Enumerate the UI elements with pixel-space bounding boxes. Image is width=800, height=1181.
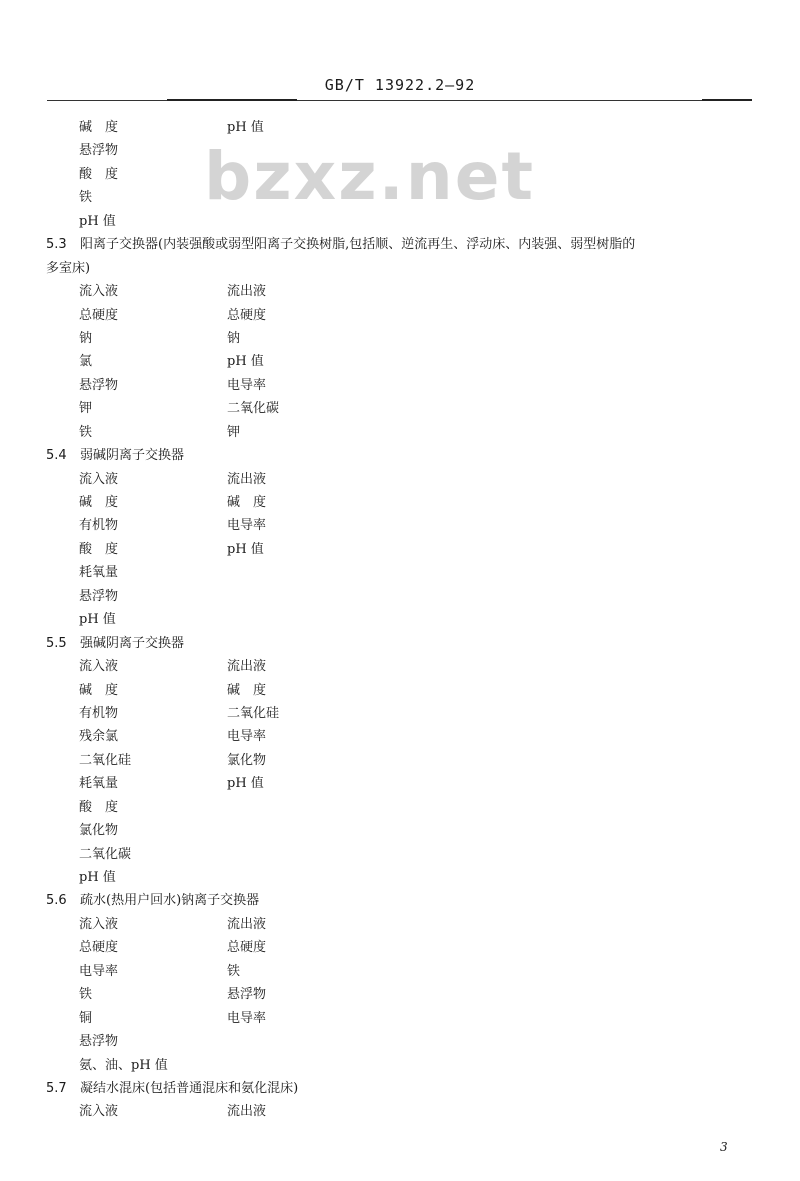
inflow-item: 碱 度 — [79, 120, 119, 135]
table-row — [0, 186, 800, 209]
table-row — [0, 585, 800, 608]
inflow-item: 耗氧量 — [79, 776, 119, 792]
table-row — [0, 116, 800, 139]
inflow-item: 总硬度 — [79, 940, 119, 956]
outflow-item: 钠 — [227, 330, 241, 346]
outflow-item: 氯化物 — [227, 752, 267, 768]
table-row — [0, 866, 800, 889]
outflow-item: 电导率 — [227, 1010, 267, 1026]
inflow-item: 流入液 — [79, 284, 119, 300]
inflow-item: 耗氧量 — [79, 565, 119, 581]
table-row — [0, 960, 800, 983]
table-row — [0, 843, 800, 866]
inflow-item: pH 值 — [79, 213, 116, 229]
table-row — [0, 514, 800, 537]
inflow-item: 氨、油、pH 值 — [79, 1057, 168, 1073]
table-row — [0, 468, 800, 491]
inflow-item: 酸 度 — [79, 799, 119, 815]
inflow-item: 铁 — [79, 987, 93, 1003]
inflow-item: 有机物 — [79, 518, 119, 534]
outflow-item: 总硬度 — [227, 307, 267, 323]
table-row — [0, 679, 800, 702]
section-heading — [0, 889, 800, 912]
inflow-item: 铜 — [79, 1010, 93, 1026]
section-title: 强碱阴离子交换器 — [80, 635, 185, 651]
section-title-continuation: 多室床) — [46, 260, 91, 276]
inflow-item: 氯 — [79, 354, 93, 370]
outflow-item: 流出液 — [227, 659, 267, 675]
page-header: GB/T 13922.2—92 — [324, 76, 476, 94]
inflow-item: 二氧化硅 — [79, 752, 132, 768]
outflow-item: 铁 — [227, 963, 241, 979]
inflow-item: 流入液 — [79, 916, 119, 932]
outflow-item: 悬浮物 — [227, 987, 267, 1003]
section-number: 5.5 — [46, 635, 67, 651]
outflow-item: pH 值 — [227, 541, 264, 557]
inflow-item: 悬浮物 — [79, 143, 119, 159]
header-rule-accent-left — [167, 99, 297, 101]
header-rule — [47, 100, 752, 101]
table-row — [0, 397, 800, 420]
outflow-item: 流出液 — [227, 471, 267, 487]
table-row — [0, 749, 800, 772]
outflow-item: 电导率 — [227, 729, 267, 745]
outflow-item: pH 值 — [227, 354, 264, 370]
section-number: 5.6 — [46, 893, 67, 909]
inflow-item: 酸 度 — [79, 166, 119, 182]
section-title: 疏水(热用户回水)钠离子交换器 — [80, 893, 260, 909]
inflow-item: 悬浮物 — [79, 1034, 119, 1050]
page-number: 3 — [720, 1140, 728, 1154]
table-row — [0, 538, 800, 561]
outflow-item: 总硬度 — [227, 940, 267, 956]
outflow-item: 钾 — [227, 424, 241, 440]
table-row — [0, 983, 800, 1006]
section-title: 弱碱阴离子交换器 — [80, 448, 185, 464]
outflow-item: 二氧化碳 — [227, 401, 280, 417]
inflow-item: 电导率 — [79, 963, 119, 979]
inflow-item: 铁 — [79, 190, 93, 206]
inflow-item: 悬浮物 — [79, 588, 119, 604]
inflow-item: 总硬度 — [79, 307, 119, 323]
inflow-item: 残余氯 — [79, 729, 119, 745]
section-number: 5.7 — [46, 1080, 67, 1096]
outflow-item: pH 值 — [227, 776, 264, 792]
section-heading — [0, 632, 800, 655]
inflow-item: 铁 — [79, 424, 93, 440]
table-row — [0, 491, 800, 514]
table-row — [0, 913, 800, 936]
table-row — [0, 327, 800, 350]
inflow-item: 有机物 — [79, 705, 119, 721]
outflow-item: 电导率 — [227, 518, 267, 534]
header-rule-accent-right — [702, 99, 752, 101]
inflow-item: 流入液 — [79, 659, 119, 675]
outflow-item: 二氧化硅 — [227, 705, 280, 721]
inflow-item: 酸 度 — [79, 541, 119, 557]
inflow-item: pH 值 — [79, 612, 116, 628]
table-row — [0, 561, 800, 584]
table-row — [0, 1030, 800, 1053]
inflow-item: 碱 度 — [79, 682, 119, 698]
inflow-item: 悬浮物 — [79, 377, 119, 393]
inflow-item: 氯化物 — [79, 823, 119, 839]
outflow-item: 流出液 — [227, 284, 267, 300]
inflow-item: 钠 — [79, 330, 93, 346]
table-row — [0, 608, 800, 631]
document-body — [0, 116, 800, 1124]
table-row — [0, 655, 800, 678]
table-row — [0, 374, 800, 397]
table-row — [0, 1100, 800, 1123]
section-heading — [0, 444, 800, 467]
table-row — [0, 280, 800, 303]
table-row — [0, 350, 800, 373]
section-title: 凝结水混床(包括普通混床和氨化混床) — [80, 1080, 299, 1096]
outflow-item: pH 值 — [227, 120, 264, 135]
watermark: bzxz.net — [204, 138, 536, 215]
outflow-item: 流出液 — [227, 916, 267, 932]
inflow-item: 碱 度 — [79, 495, 119, 510]
table-row — [0, 163, 800, 186]
table-row — [0, 1007, 800, 1030]
outflow-item: 碱 度 — [227, 495, 267, 510]
inflow-item: 钾 — [79, 401, 93, 417]
table-row — [0, 725, 800, 748]
outflow-item: 碱 度 — [227, 682, 267, 698]
section-number: 5.4 — [46, 448, 67, 464]
table-row — [0, 772, 800, 795]
table-row — [0, 796, 800, 819]
table-row — [0, 702, 800, 725]
inflow-item: 流入液 — [79, 471, 119, 487]
section-title: 阳离子交换器(内装强酸或弱型阳离子交换树脂,包括顺、逆流再生、浮动床、内装强、弱型树脂的 — [80, 237, 636, 253]
outflow-item: 电导率 — [227, 377, 267, 393]
inflow-item: 流入液 — [79, 1104, 119, 1120]
table-row — [0, 819, 800, 842]
outflow-item: 流出液 — [227, 1104, 267, 1120]
table-row — [0, 421, 800, 444]
table-row — [0, 936, 800, 959]
inflow-item: pH 值 — [79, 870, 116, 885]
table-row — [0, 210, 800, 233]
section-number: 5.3 — [46, 237, 67, 253]
table-row — [0, 1054, 800, 1077]
table-row — [0, 139, 800, 162]
inflow-item: 二氧化碳 — [79, 846, 132, 862]
section-heading — [0, 233, 800, 256]
section-heading — [0, 1077, 800, 1100]
table-row — [0, 304, 800, 327]
